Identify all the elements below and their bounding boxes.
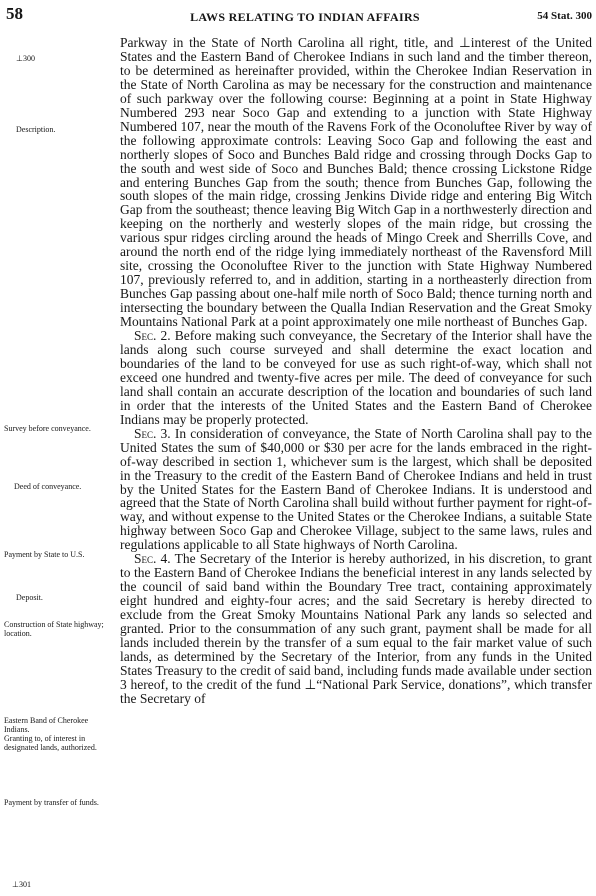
- margin-note-granting: Granting to, of interest in designated lands, authorized.: [4, 734, 97, 752]
- margin-page-ref-bottom: ⊥301: [12, 880, 31, 889]
- page-number: 58: [6, 4, 23, 23]
- margin-note-payment: Payment by State to U.S.: [4, 550, 85, 559]
- section-3-label: Sec. 3.: [134, 425, 171, 441]
- margin-note-survey: Survey before conveyance.: [4, 424, 91, 433]
- statute-text: [120, 36, 592, 706]
- margin-note-construction: Construction of State highway; location.: [4, 620, 104, 638]
- paragraph-section-4: [120, 552, 592, 705]
- margin-note-payment-transfer: Payment by transfer of funds.: [4, 798, 99, 807]
- section-4-label: Sec. 4.: [134, 551, 171, 567]
- section-2-text: Before making such conveyance, the Secretary of the Interior shall have the lands along such course surveyed and shall determine the exact location and boundaries of the land to be conveyed for use as such right-of-way, which shall not exceed one hundred and twenty-five acres per mile. The deed of conveyance for such land shall contain an accurate description of the location and boundaries of such land in order that the interests of the United States and the Eastern Band of Cherokee Indians may be properly protected.: [120, 328, 592, 427]
- section-4-text: The Secretary of the Interior is hereby authorized, in his discretion, to grant to the Eastern Band of Cherokee Indians the beneficial interest in any lands selected by the council of said band within the Boundary Tree tract, containing approximately eight hundred and eighty-four acres; and the said Secretary is hereby directed to exclude from the Great Smoky Mountains National Park any lands so selected and granted. Prior to the consummation of any such grant, payment shall be made for all lands included therein by the transfer of a sum equal to the fair market value of such lands, as determined by the Secretary of the Interior, from any funds in the United States Treasury to the credit of said band, including funds made available under section 3 hereof, to the credit of the fund ⊥“National Park Service, donations”, which transfer the Secretary of: [120, 551, 592, 706]
- margin-note-eastern-band: Eastern Band of Cherokee Indians.: [4, 716, 89, 734]
- section-2-label: Sec. 2.: [134, 328, 171, 344]
- paragraph-section-3: [120, 427, 592, 553]
- paragraph-section-2: [120, 329, 592, 427]
- statute-citation: 54 Stat. 300: [537, 10, 592, 22]
- section-3-text: In consideration of conveyance, the State of North Carolina shall pay to the United States the sum of $40,000 or $30 per acre for the lands embraced in the right-of-way described in section 1, whichever sum is the largest, which shall be deposited in the Treasury to the credit of the Eastern Band of Cherokee Indians and held in trust by the United States for the Eastern Band of Cherokee Indians. It is understood and agreed that the State of North Carolina shall build without further payment for right-of-way, and without expense to the United States or the Cherokee Indians, a suitable State highway between Soco Gap and Cherokee Village, subject to the same laws, rules and regulations applicable to all State highways of North Carolina.: [120, 425, 593, 553]
- margin-note-deposit: Deposit.: [16, 593, 43, 602]
- margin-notes: [0, 0, 112, 896]
- margin-note-description: Description.: [16, 125, 56, 134]
- paragraph-section-1-continued: Parkway in the State of North Carolina all right, title, and ⊥interest of the United States and the Eastern Band of Cherokee Indians in such land and the timber thereon, to be determined as hereinafter provided, within the Cherokee Indian Reservation in the State of North Carolina as may be necessary for the construction and maintenance of such parkway over the following course: Beginning at a point in State Highway Numbered 293 near Soco Gap and extending to a junction with State Highway Numbered 107, near the mouth of the Ravens Fork of the Oconoluftee River by way of the following approximate controls: Leaving Soco Gap and following the east and northerly slopes of Soco and Bunches Bald ridge and crossing through Docks Gap to the south and west side of Soco and Bunches Bald; thence crossing Lickstone Ridge and entering Bunches Gap from the south; thence from Bunches Gap, following the south slopes of the main ridge, crossing Jenkins Divide ridge and entering Big Witch Gap from the southeast; thence leaving Big Witch Gap in a northwesterly direction and keeping on the northerly and westerly slopes of the main ridge, but crossing the various spur ridges circling around the heads of Mingo Creek and Sherrills Cove, and around the north end of the ridge lying immediately northeast of the Ravensford Mill site, crossing the Oconoluftee River to the junction with State Highway Numbered 107, previously referred to, and in addition, starting in a northeasterly direction from Bunches Gap passing about one-half mile north of Soco Bald; thence turning north and intersecting the boundary between the Qualla Indian Reservation and the Great Smoky Mountains National Park at a point approximately one mile northeast of Bunches Gap.: [120, 35, 592, 330]
- margin-note-deed: Deed of conveyance.: [14, 482, 82, 491]
- margin-page-ref-top: ⊥300: [16, 54, 35, 63]
- running-title: LAWS RELATING TO INDIAN AFFAIRS: [190, 10, 420, 24]
